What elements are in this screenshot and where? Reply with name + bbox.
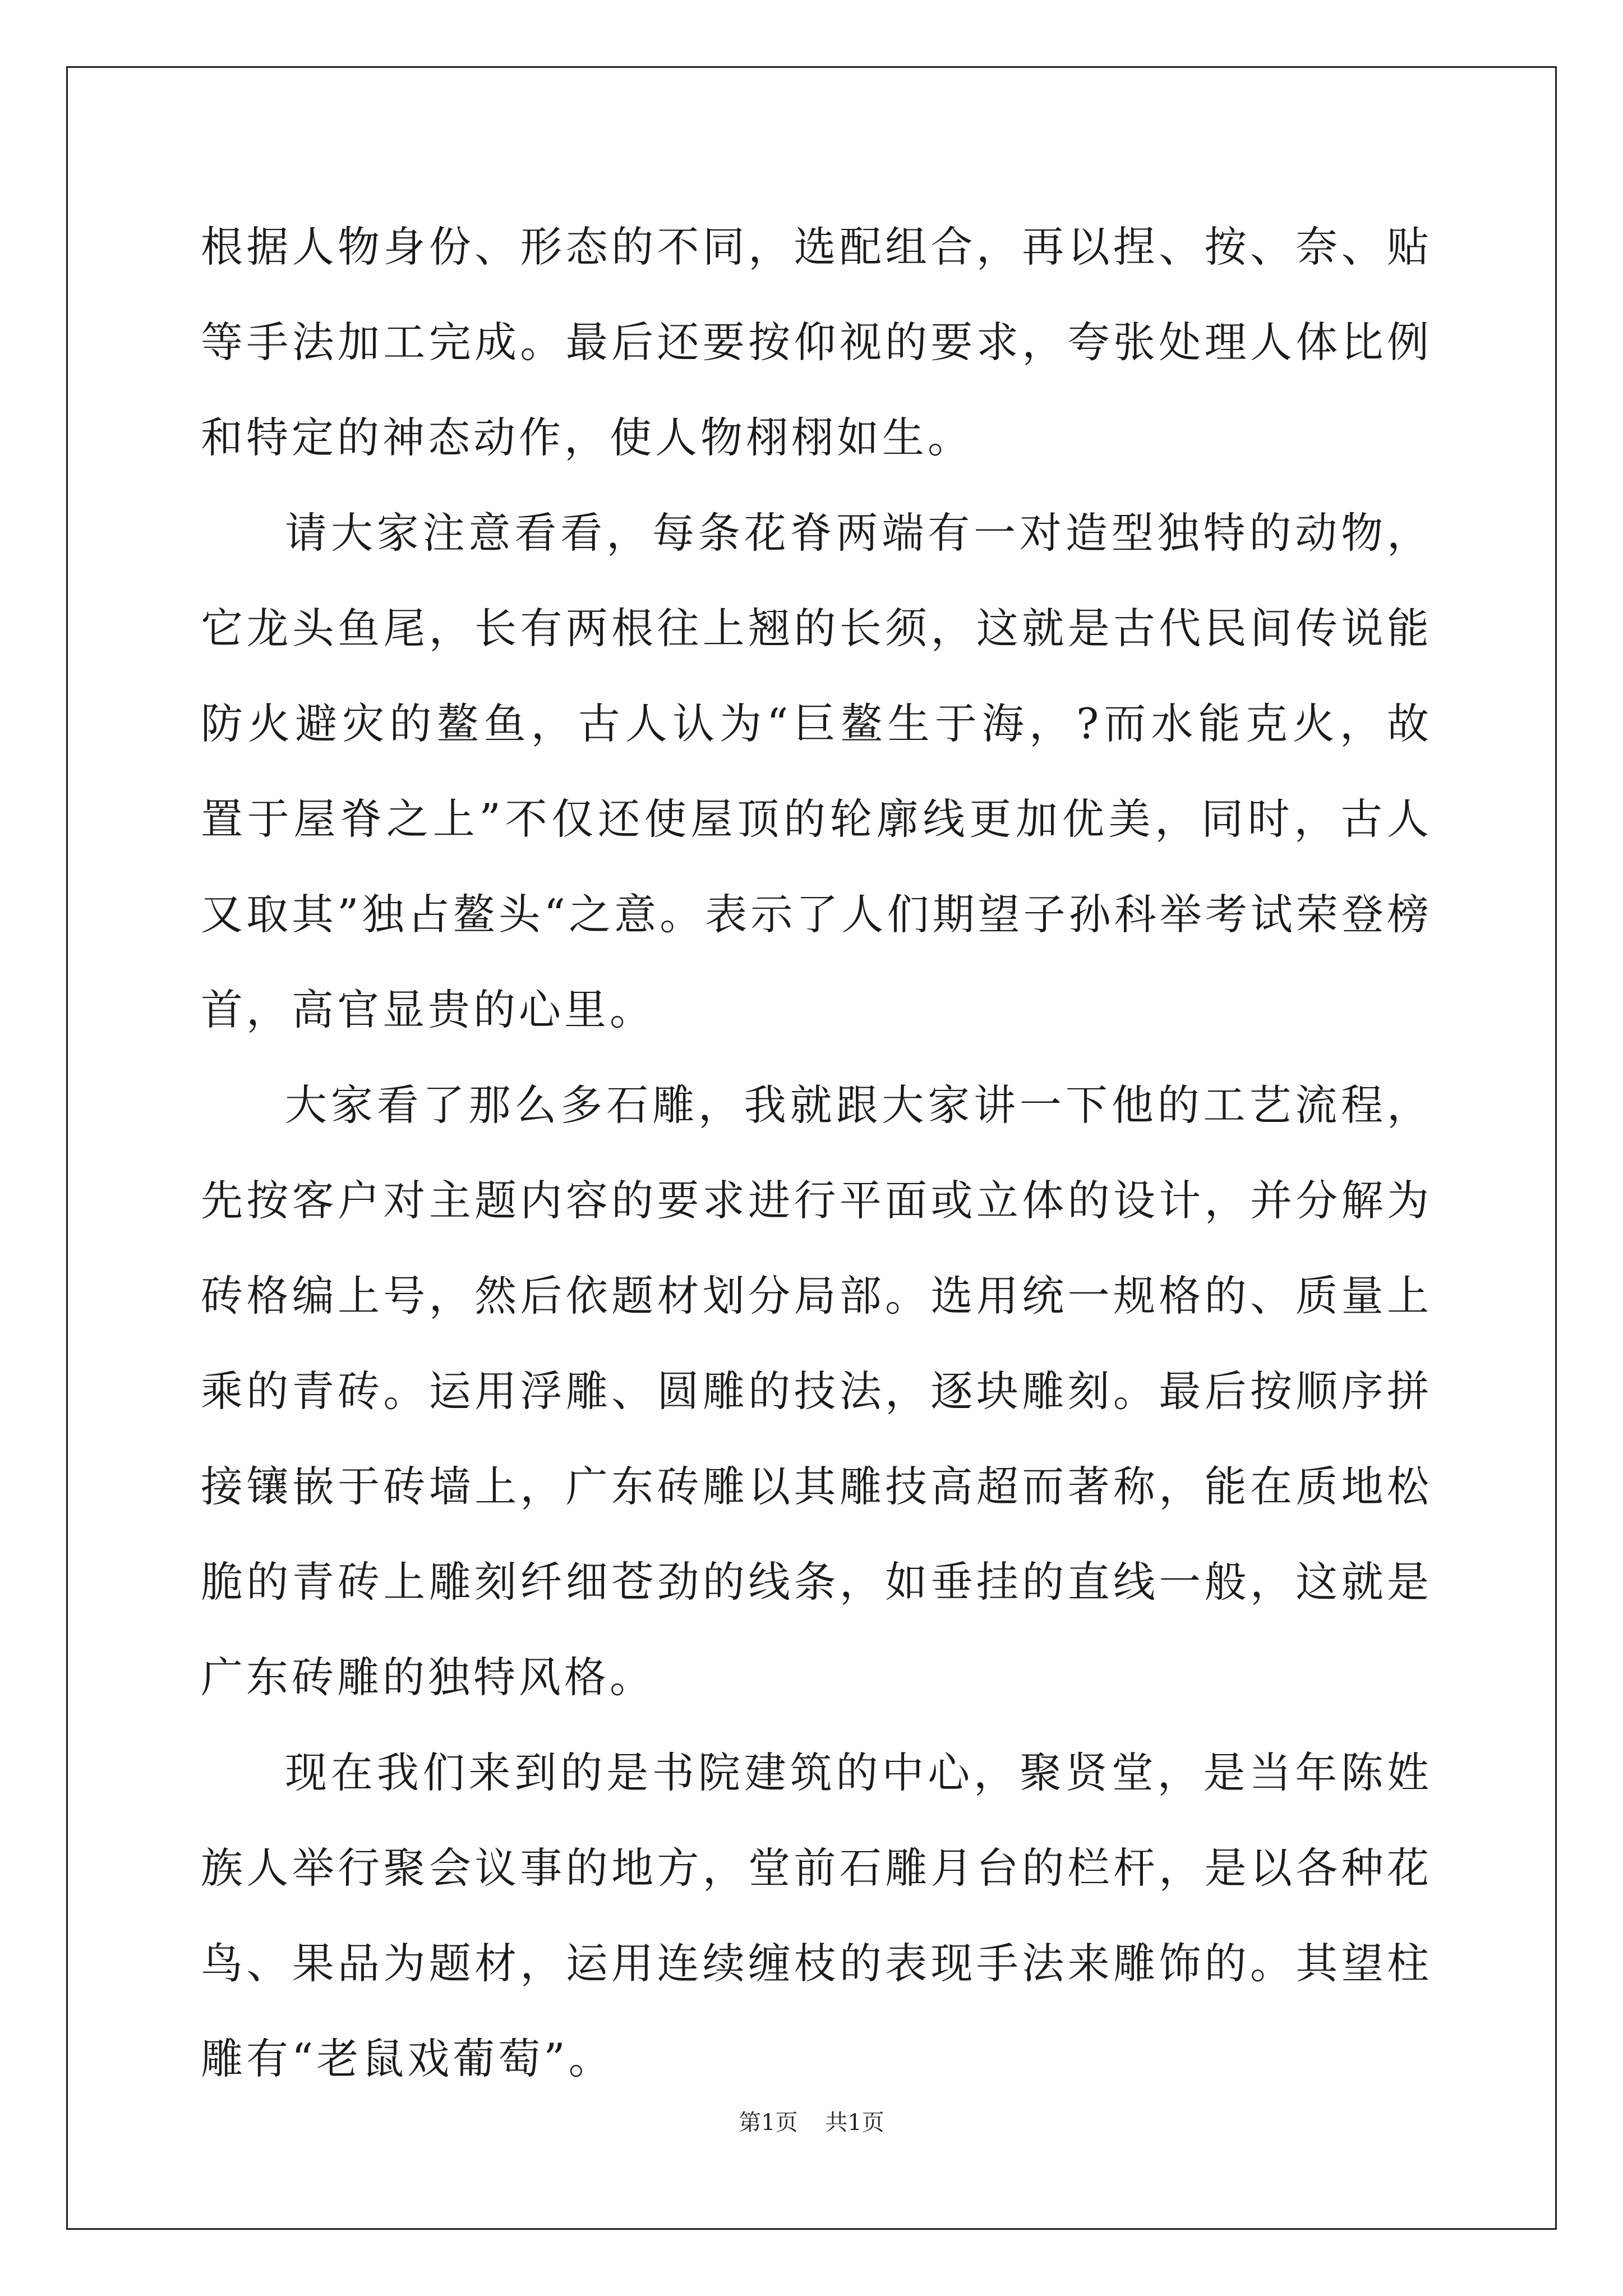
document-body: [201, 199, 1432, 2106]
paragraph-4: 现在我们来到的是书院建筑的中心，聚贤堂，是当年陈姓族人举行聚会议事的地方，堂前石雕月台的栏杆，是以各种花鸟、果品为题材，运用连续缠枝的表现手法来雕饰的。其望柱雕有“老鼠戏葡萄”。: [201, 1748, 1432, 2083]
paragraph-3: 大家看了那么多石雕，我就跟大家讲一下他的工艺流程，先按客户对主题内容的要求进行平面或立体的设计，并分解为砖格编上号，然后依题材划分局部。选用统一规格的、质量上乘的青砖。运用浮雕、圆雕的技法，逐块雕刻。最后按顺序拼接镶嵌于砖墙上，广东砖雕以其雕技高超而著称，能在质地松脆的青砖上雕刻纤细苍劲的线条，如垂挂的直线一般，这就是广东砖雕的独特风格。: [201, 1080, 1432, 1702]
page-total: 共1页: [825, 2110, 884, 2136]
paragraph-2: 请大家注意看看，每条花脊两端有一对造型独特的动物，它龙头鱼尾，长有两根往上翘的长须，这就是古代民间传说能防火避灾的鳌鱼，古人认为“巨鳌生于海，?而水能克火，故置于屋脊之上”不仅还使屋顶的轮廓线更加优美，同时，古人又取其”独占鳌头“之意。表示了人们期望子孙科举考试荣登榜首，高官显贵的心里。: [201, 508, 1432, 1034]
page-number: 第1页: [739, 2110, 798, 2136]
page-footer: [0, 2105, 1623, 2137]
paragraph-1: 根据人物身份、形态的不同，选配组合，再以捏、按、奈、贴等手法加工完成。最后还要按仰视的要求，夸张处理人体比例和特定的神态动作，使人物栩栩如生。: [201, 222, 1432, 462]
